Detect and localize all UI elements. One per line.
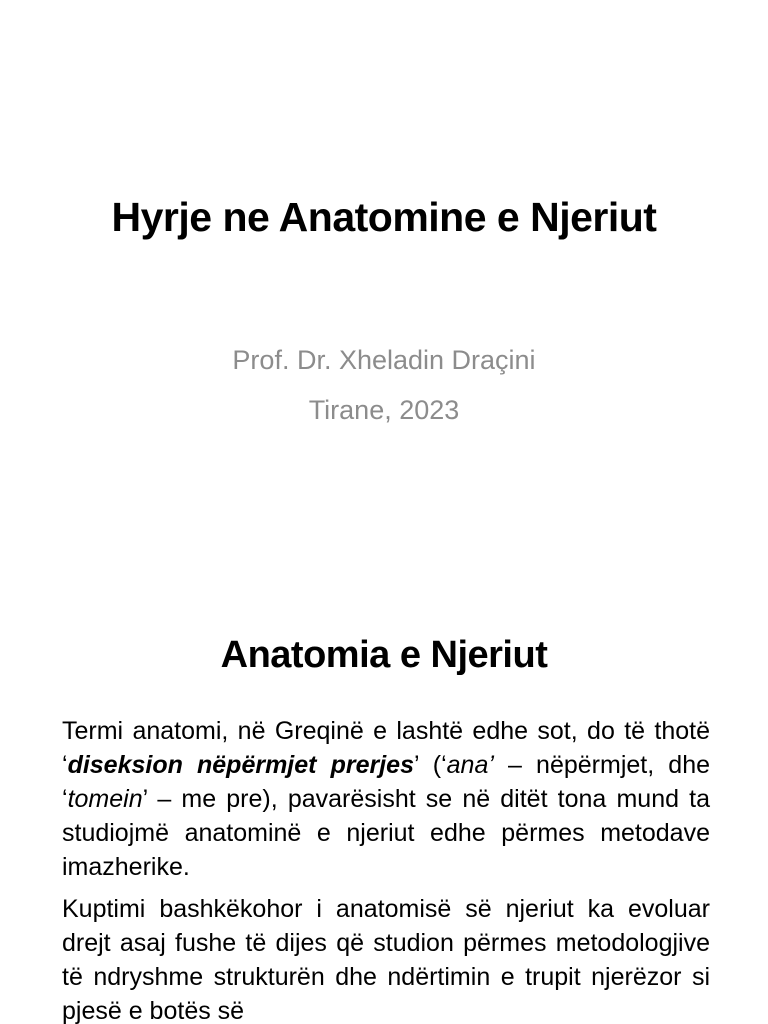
slide-title: Hyrje ne Anatomine e Njeriut [111,194,657,240]
paragraph-2: Kuptimi bashkëkohor i anatomisë së njeriut ka evoluar drejt asaj fushe të dijes që studion përmes metodologjive të ndryshme strukturën dhe ndërtimin e trupit njerëzor si pjesë e botës së [62,895,710,1024]
p1-italic-ana: ana’ [446,751,494,779]
paragraph-1 [62,714,710,884]
content-heading: Anatomia e Njeriut [220,634,548,676]
p1-text-1: Termi anatomi, në Greqinë e lashtë edhe sot, do të thotë ‘ [62,717,710,779]
p1-text-2: ’ (‘ [414,751,447,779]
place-year-line: Tirane, 2023 [308,395,460,425]
p1-text-3: – nëpërmjet, dhe ‘ [62,751,710,813]
p1-bold-term: diseksion nëpërmjet prerjes [67,751,414,779]
content-body [62,714,710,1024]
p1-italic-tomein: tomein [67,785,143,813]
p1-text-4: ’ – me pre), pavarësisht se në ditët tona mund ta studiojmë anatominë e njeriut edhe përmes metodave imazherike. [62,785,710,881]
author-line: Prof. Dr. Xheladin Draçini [232,345,536,375]
content-slide [0,600,768,1024]
